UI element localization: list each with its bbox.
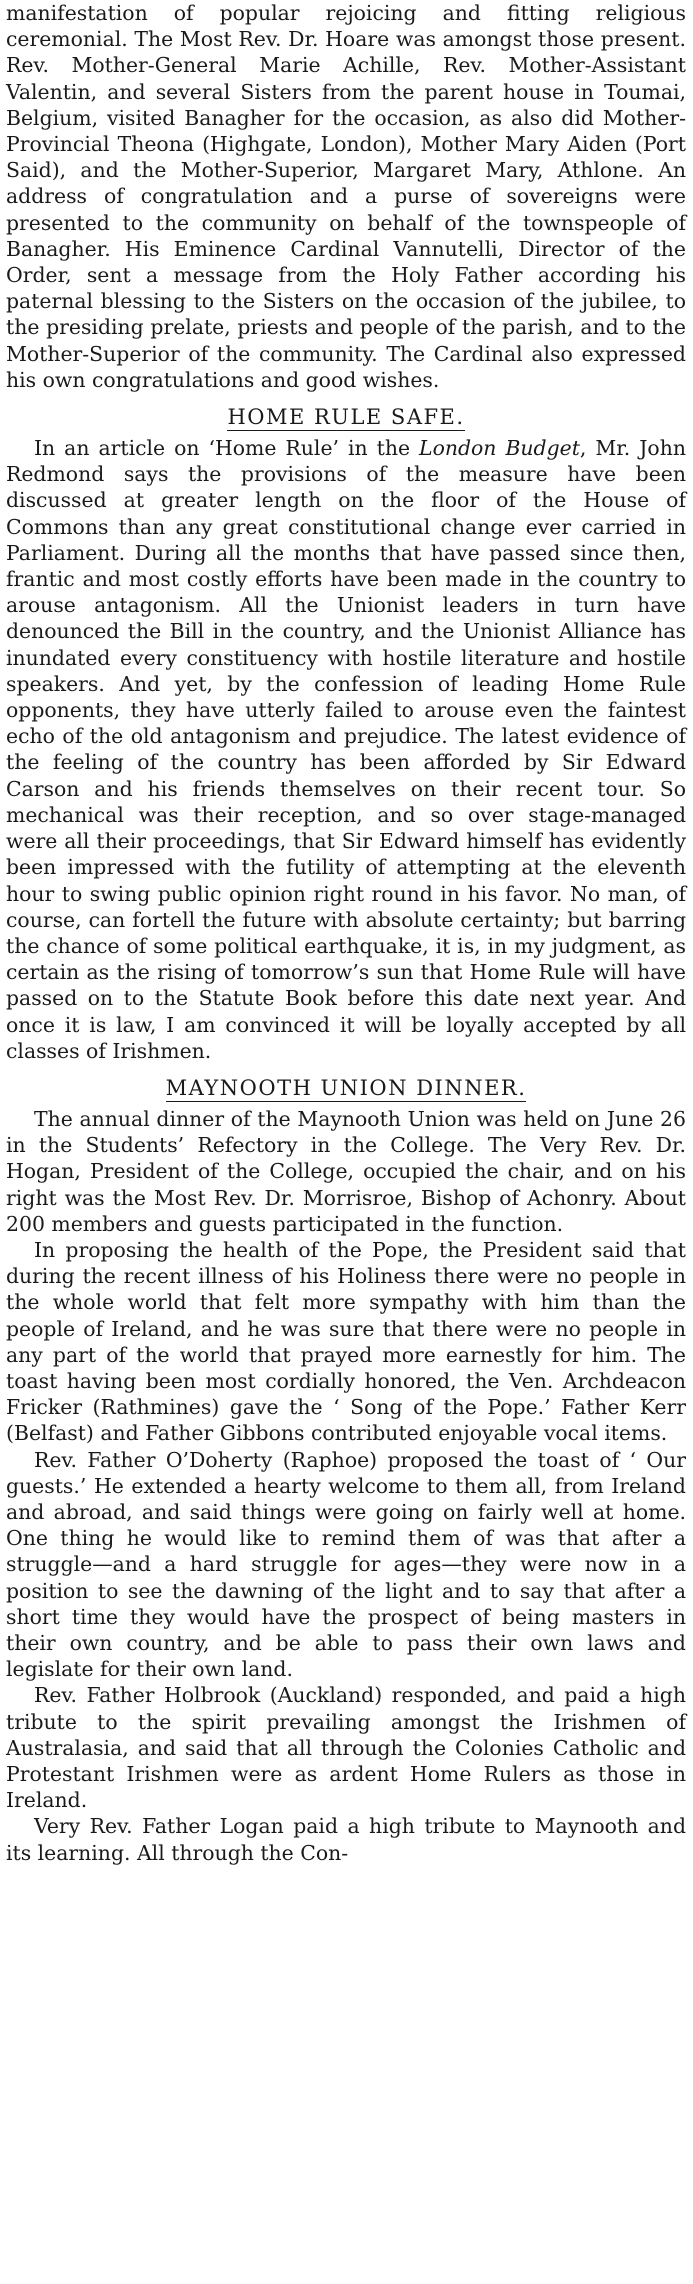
home-rule-heading-text: HOME RULE SAFE. bbox=[227, 405, 465, 430]
maynooth-heading bbox=[6, 1074, 686, 1102]
maynooth-paragraph-3: Rev. Father O’Doherty (Raphoe) proposed the toast of ‘ Our guests.’ He extended a hearty welcome to them all, from Ireland and abroad, and said things were going on fairly well at home. One thing he would like to remind them of was that after a struggle—and a hard struggle for ages—they were now in a position to see the dawning of the light and to say that after a short time they would have the prospect of being masters in their own country, and be able to pass their own laws and legislate for their own land. bbox=[6, 1447, 686, 1682]
home-rule-intro-body: , Mr. John Redmond says the provisions of the measure have been discussed at greater length on the floor of the House of Commons than any great constitutional change ever carried in Parliament. During all the months that have passed since then, frantic and most costly efforts have been made in the country to arouse antagonism. All the Unionist leaders in turn have denounced the Bill in the country, and the Unionist Alliance has inundated every constituency with hostile literature and hostile speakers. And yet, by the confession of leading Home Rule opponents, they have utterly failed to arouse even the faintest echo of the old antagonism and prejudice. The latest evidence of the feeling of the country has been afforded by Sir Edward Carson and his friends themselves on their recent tour. So mechanical was their reception, and so over stage-managed were all their proceedings, that Sir Edward himself has evidently been impressed with the futility of attempting at the eleventh hour to swing public opinion right round in his favor. No man, of course, can fortell the future with absolute certainty; but barring the chance of some political earthquake, it is, in my judgment, as certain as the rising of tomorrow’s sun that Home Rule will have passed on to the Statute Book before this date next year. And once it is law, I am convinced it will be loyally accepted by all classes of Irishmen. bbox=[6, 436, 686, 1063]
newspaper-column bbox=[6, 0, 686, 1866]
maynooth-paragraph-5: Very Rev. Father Logan paid a high tribute to Maynooth and its learning. All through the Con- bbox=[6, 1814, 686, 1865]
home-rule-paragraph bbox=[6, 435, 686, 1064]
maynooth-heading-text: MAYNOOTH UNION DINNER. bbox=[165, 1075, 527, 1100]
maynooth-paragraph-4: Rev. Father Holbrook (Auckland) responded, and paid a high tribute to the spirit prevailing amongst the Irishmen of Australasia, and said that all through the Colonies Catholic and Protestant Irishmen were as ardent Home Rulers as those in Ireland. bbox=[6, 1683, 686, 1813]
maynooth-paragraph-2: In proposing the health of the Pope, the President said that during the recent illness of his Holiness there were no people in the whole world that felt more sympathy with him than the people of Ireland, and he was sure that there were no people in any part of the world that prayed more earnestly for him. The toast having been most cordially honored, the Ven. Archdeacon Fricker (Rathmines) gave the ‘ Song of the Pope.’ Father Kerr (Belfast) and Father Gibbons contributed enjoyable vocal items. bbox=[6, 1237, 686, 1446]
home-rule-intro-start: In an article on ‘Home Rule’ in the bbox=[34, 436, 420, 461]
maynooth-paragraph-1: The annual dinner of the Maynooth Union was held on June 26 in the Students’ Refectory in the College. The Very Rev. Dr. Hogan, President of the College, occupied the chair, and on his right was the Most Rev. Dr. Morrisroe, Bishop of Achonry. About 200 members and guests participated in the function. bbox=[6, 1106, 686, 1236]
london-budget-title: London Budget bbox=[419, 436, 580, 461]
article-continued-paragraph: manifestation of popular rejoicing and fitting religious ceremonial. The Most Rev. Dr. Hoare was amongst those present. Rev. Mother-General Marie Achille, Rev. Mother-Assistant Valentin, and several Sisters from the parent house in Toumai, Belgium, visited Banagher for the occasion, as also did Mother-Provincial Theona (Highgate, London), Mother Mary Aiden (Port Said), and the Mother-Superior, Margaret Mary, Athlone. An address of congratulation and a purse of sovereigns were presented to the community on behalf of the townspeople of Banagher. His Eminence Cardinal Vannutelli, Director of the Order, sent a message from the Holy Father according his paternal blessing to the Sisters on the occasion of the jubilee, to the presiding prelate, priests and people of the parish, and to the Mother-Superior of the community. The Cardinal also expressed his own congratulations and good wishes. bbox=[6, 1, 686, 392]
home-rule-heading bbox=[6, 403, 686, 431]
